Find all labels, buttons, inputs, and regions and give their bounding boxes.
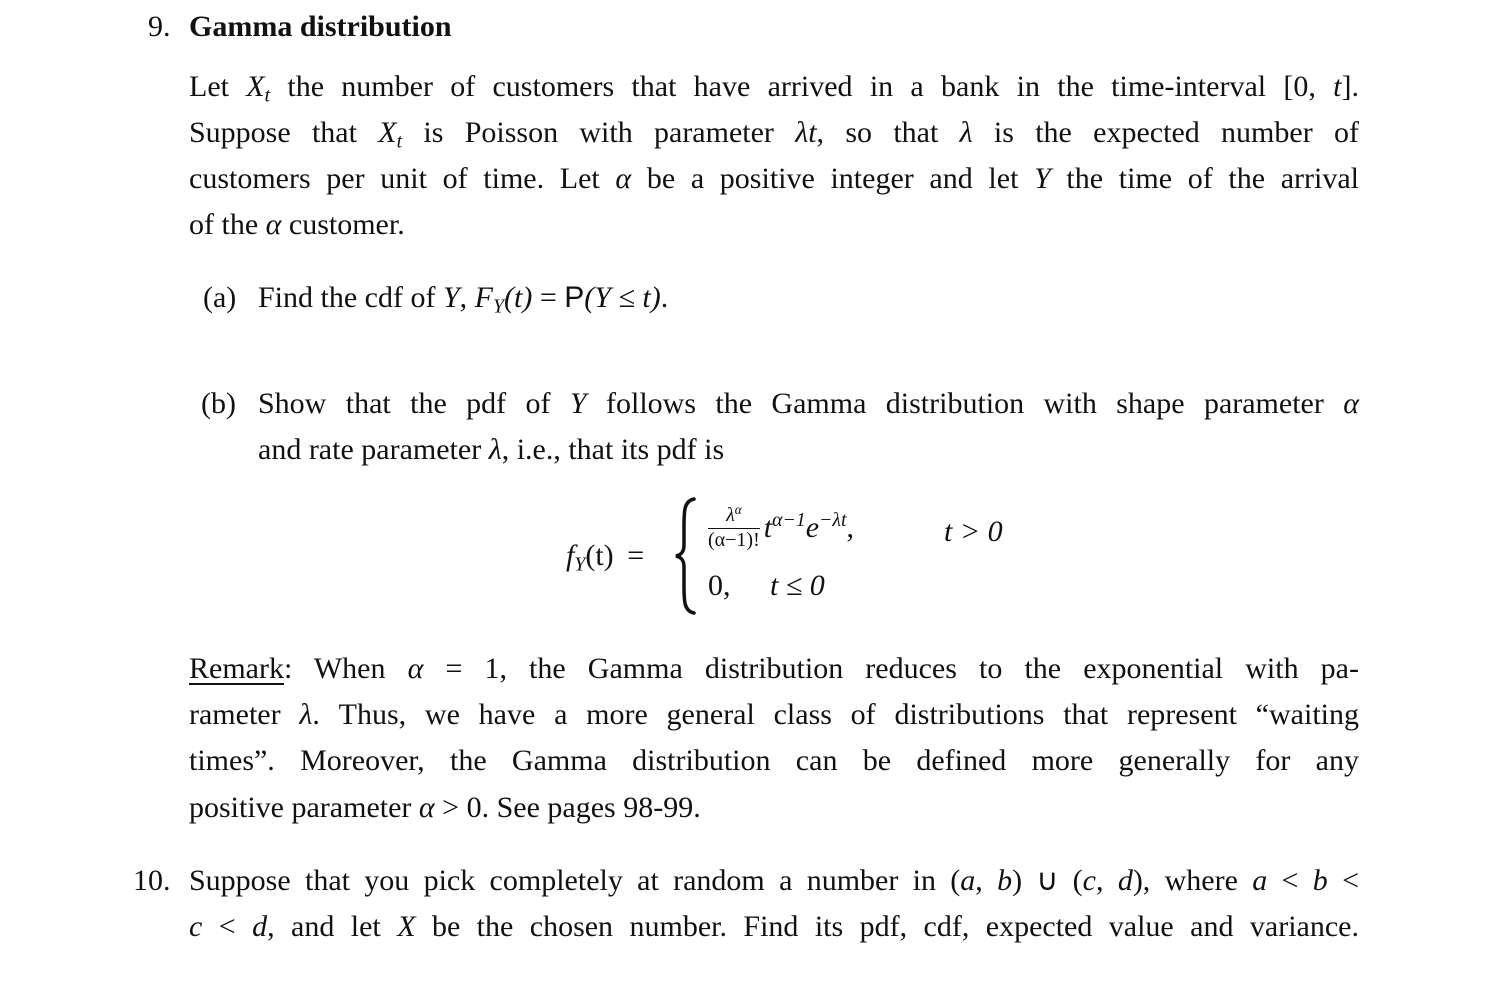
problem-10-line-2: c < d, and let X be the chosen number. Find its pdf, cdf, expected value and variance. (189, 910, 1359, 943)
remark-line-3: times”. Moreover, the Gamma distribution can be defined more generally for any (189, 744, 1359, 777)
formula-lhs: $f_Y(t)$ = (566, 539, 645, 576)
remark-line-1: Remark: When α = 1, the Gamma distribution reduces to the exponential with pa- (189, 652, 1359, 685)
formula-case-nonpositive: 0, (708, 569, 731, 602)
intro-line-1: Let $X_t$ the number of customers that have arrived in a bank in the time-interval [0, t]. (189, 70, 1359, 107)
part-a-text: Find the cdf of Y, $F_Y(t) = P(Y \le t)$. (258, 281, 669, 318)
intro-line-3: customers per unit of time. Let α be a positive integer and let Y the time of the arrival (189, 162, 1360, 195)
formula-case-positive: $\frac{\lambda^\alpha}{(\alpha-1)!}$ $t^{\alpha-1}e^{-\lambda t}$, (708, 501, 854, 551)
part-b-label: (b) (201, 387, 236, 420)
problem-10-number: 10. (133, 864, 171, 897)
intro-line-2: Suppose that $X_t$ is Poisson with parameter λt, so that λ is the expected number of (189, 116, 1359, 153)
problem-9-title: Gamma distribution (189, 10, 452, 43)
problem-9-number: 9. (148, 10, 171, 43)
formula-condition-positive: t > 0 (944, 515, 1003, 548)
part-b-line-1: Show that the pdf of Y follows the Gamma distribution with shape parameter α (258, 387, 1359, 420)
formula-condition-nonpositive: t ≤ 0 (770, 569, 825, 602)
part-a-label: (a) (203, 281, 237, 314)
remark-label: Remark (189, 652, 284, 685)
gamma-pdf-formula (566, 495, 1026, 625)
remark-line-2: rameter λ. Thus, we have a more general class of distributions that represent “waiting (189, 698, 1359, 731)
part-b-line-2: and rate parameter λ, i.e., that its pdf is (258, 433, 725, 466)
remark-line-4: positive parameter α > 0. See pages 98-99. (189, 791, 701, 824)
left-brace-icon (674, 497, 696, 615)
problem-10-line-1: Suppose that you pick completely at random a number in (a, b) ∪ (c, d), where a < b < (189, 864, 1359, 897)
intro-line-4: of the α customer. (189, 208, 405, 241)
coefficient-fraction: $\frac{\lambda^\alpha}{(\alpha-1)!}$ (708, 501, 760, 551)
